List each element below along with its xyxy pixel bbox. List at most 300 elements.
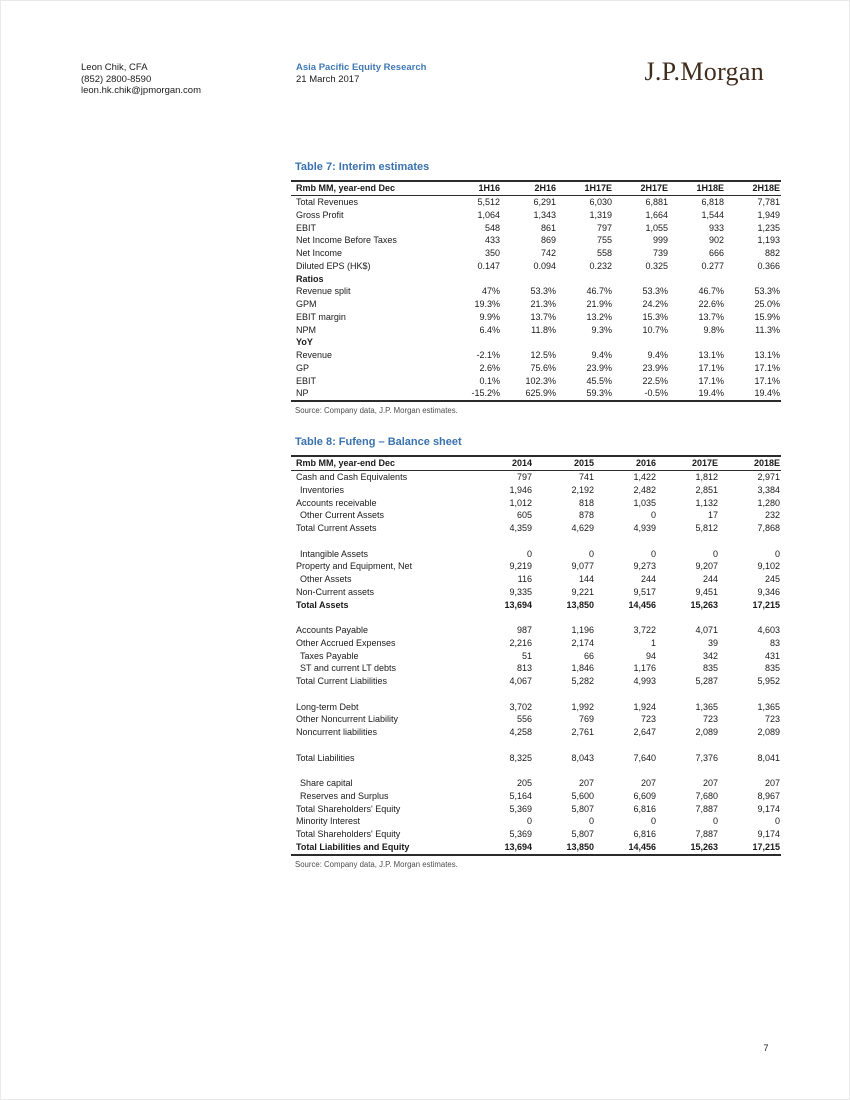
table-row xyxy=(291,336,781,349)
column-header: 1H16 xyxy=(445,181,501,196)
cell-value: 5,164 xyxy=(509,790,532,801)
cell-value: 17.1% xyxy=(754,375,780,386)
cell-value: 21.9% xyxy=(586,299,612,309)
cell-value xyxy=(595,739,657,752)
table-row xyxy=(291,387,781,401)
cell-value: 882 xyxy=(764,248,780,258)
table-row xyxy=(291,311,781,324)
cell-value xyxy=(533,688,595,701)
cell-value: 6,881 xyxy=(645,197,668,207)
cell-value: 902 xyxy=(708,235,724,246)
row-label: Total Liabilities xyxy=(296,752,355,763)
cell-value: 4,359 xyxy=(509,523,532,533)
cell-value: 835 xyxy=(764,663,780,674)
cell-value: 22.6% xyxy=(698,299,724,309)
cell-value xyxy=(669,336,725,349)
row-label: EBIT xyxy=(296,375,317,386)
cell-value: 9,219 xyxy=(509,561,532,572)
cell-value: 878 xyxy=(578,510,594,521)
column-header: 2015 xyxy=(533,456,595,471)
cell-value: 6,291 xyxy=(533,197,556,207)
cell-value: 6,816 xyxy=(633,829,656,839)
cell-value: -2.1% xyxy=(476,350,500,360)
row-label: Other Accrued Expenses xyxy=(296,637,396,648)
cell-value: 7,887 xyxy=(695,829,718,839)
cell-value xyxy=(657,688,719,701)
table8-title: Table 8: Fufeng – Balance sheet xyxy=(295,436,462,448)
row-label: YoY xyxy=(296,337,313,348)
row-label: Total Revenues xyxy=(296,197,359,207)
cell-value: 205 xyxy=(516,778,532,788)
cell-value: 1,946 xyxy=(509,484,532,495)
row-label: Long-term Debt xyxy=(296,701,359,712)
cell-value: 5,807 xyxy=(571,803,594,814)
page-content xyxy=(291,161,781,869)
row-label: Noncurrent liabilities xyxy=(296,727,378,737)
cell-value: 769 xyxy=(578,714,594,725)
cell-value: 6,030 xyxy=(589,197,612,207)
cell-value: 1,055 xyxy=(645,222,668,233)
cell-value: 13.1% xyxy=(698,350,724,360)
cell-value: 2,761 xyxy=(571,727,594,737)
cell-value: 7,887 xyxy=(695,803,718,814)
cell-value: 7,680 xyxy=(695,790,718,801)
table-row xyxy=(291,560,781,573)
cell-value: 4,629 xyxy=(571,523,594,533)
cell-value: 19.4% xyxy=(698,388,724,399)
table-row xyxy=(291,624,781,637)
cell-value: 17,215 xyxy=(752,599,780,610)
row-label: Accounts receivable xyxy=(296,497,377,508)
table-row xyxy=(291,650,781,663)
column-header: 2016 xyxy=(595,456,657,471)
cell-value: 987 xyxy=(516,625,532,635)
cell-value: 25.0% xyxy=(754,299,780,309)
cell-value xyxy=(669,273,725,286)
cell-value xyxy=(501,273,557,286)
cell-value: 4,603 xyxy=(757,625,780,635)
table-row xyxy=(291,324,781,337)
cell-value: 2,192 xyxy=(571,484,594,495)
cell-value xyxy=(725,273,781,286)
cell-value xyxy=(657,611,719,624)
cell-value: 12.5% xyxy=(530,350,556,360)
cell-value: 6,609 xyxy=(633,790,656,801)
cell-value: 14,456 xyxy=(628,599,656,610)
cell-value: 0.232 xyxy=(589,260,612,271)
cell-value: 207 xyxy=(702,778,718,788)
cell-value xyxy=(557,336,613,349)
table-row xyxy=(291,522,781,535)
cell-value: 2,971 xyxy=(757,472,780,482)
table-row xyxy=(291,298,781,311)
row-label: Total Current Assets xyxy=(296,523,377,533)
cell-value: 47% xyxy=(481,286,500,297)
row-label: Total Shareholders' Equity xyxy=(296,803,401,814)
cell-value: 1,664 xyxy=(645,209,668,220)
row-label: Minority Interest xyxy=(296,816,361,827)
cell-value xyxy=(595,764,657,777)
cell-value: 3,722 xyxy=(633,625,656,635)
cell-value: 8,325 xyxy=(509,752,532,763)
cell-value: 0 xyxy=(774,816,780,827)
cell-value: 8,043 xyxy=(571,752,594,763)
cell-value: 9.8% xyxy=(703,324,724,335)
cell-value: 6,818 xyxy=(701,197,724,207)
cell-value: 11.3% xyxy=(755,324,780,335)
cell-value xyxy=(657,739,719,752)
column-header: Rmb MM, year-end Dec xyxy=(291,456,471,471)
cell-value: 1,035 xyxy=(633,497,656,508)
spacer-row xyxy=(291,535,781,548)
cell-value: 0 xyxy=(526,548,532,559)
cell-value: 9.9% xyxy=(479,311,500,322)
table-row xyxy=(291,701,781,714)
cell-value: 797 xyxy=(516,472,532,482)
cell-value: 0.147 xyxy=(477,260,500,271)
row-label: Net Income xyxy=(296,248,343,258)
cell-value: 1,012 xyxy=(509,497,532,508)
cell-value xyxy=(533,535,595,548)
cell-value: -15.2% xyxy=(471,388,500,399)
cell-value: 433 xyxy=(484,235,500,246)
table-row xyxy=(291,260,781,273)
cell-value: 244 xyxy=(640,574,656,584)
cell-value: 13,850 xyxy=(566,841,594,852)
cell-value: 2,482 xyxy=(633,484,656,495)
row-label: ST and current LT debts xyxy=(300,663,397,674)
cell-value: 9,346 xyxy=(757,586,780,597)
row-label: Total Current Liabilities xyxy=(296,676,388,686)
cell-value: 22.5% xyxy=(642,375,668,386)
table-row xyxy=(291,285,781,298)
cell-value: 1,064 xyxy=(477,209,500,220)
cell-value: 5,369 xyxy=(509,829,532,839)
table-row xyxy=(291,713,781,726)
cell-value: 0 xyxy=(650,510,656,521)
cell-value: 102.3% xyxy=(525,375,556,386)
row-label: Taxes Payable xyxy=(300,650,359,661)
analyst-email[interactable]: leon.hk.chik@jpmorgan.com xyxy=(81,85,202,97)
cell-value: 1,812 xyxy=(695,472,718,482)
table-header-row xyxy=(291,181,781,196)
row-label: NP xyxy=(296,388,309,399)
table-row xyxy=(291,362,781,375)
cell-value: 3,384 xyxy=(757,484,780,495)
cell-value: 0.277 xyxy=(701,260,724,271)
cell-value: 2,174 xyxy=(571,637,594,648)
cell-value: 6,816 xyxy=(633,803,656,814)
cell-value: 94 xyxy=(645,650,656,661)
row-label: EBIT xyxy=(296,222,317,233)
cell-value: 4,258 xyxy=(509,727,532,737)
cell-value: 5,812 xyxy=(695,523,718,533)
cell-value: 861 xyxy=(540,222,556,233)
cell-value: 1,176 xyxy=(633,663,656,674)
cell-value: 116 xyxy=(517,574,532,584)
table-header-row xyxy=(291,456,781,471)
cell-value: 1,544 xyxy=(701,209,724,220)
cell-value: 15.3% xyxy=(642,311,668,322)
cell-value: 0 xyxy=(712,548,718,559)
cell-value: 9,517 xyxy=(633,586,656,597)
cell-value xyxy=(613,336,669,349)
cell-value: 5,600 xyxy=(571,790,594,801)
cell-value: 17,215 xyxy=(752,841,780,852)
column-header: 2H18E xyxy=(725,181,781,196)
cell-value: 2,089 xyxy=(695,727,718,737)
analyst-phone: (852) 2800-8590 xyxy=(81,73,152,85)
cell-value xyxy=(725,336,781,349)
cell-value: 17 xyxy=(707,510,718,521)
cell-value: 1,846 xyxy=(571,663,594,674)
row-label: Intangible Assets xyxy=(300,548,369,559)
row-label: Total Liabilities and Equity xyxy=(296,841,410,852)
cell-value: 9,174 xyxy=(757,829,780,839)
row-label: Revenue xyxy=(296,350,333,360)
cell-value: 2.6% xyxy=(479,362,500,373)
cell-value: 741 xyxy=(578,472,594,482)
cell-value: 2,647 xyxy=(633,727,656,737)
cell-value: 1,365 xyxy=(757,701,780,712)
cell-value: 6.4% xyxy=(479,324,500,335)
table-row xyxy=(291,471,781,484)
cell-value: 1,949 xyxy=(757,209,780,220)
balance-sheet-table xyxy=(291,455,781,856)
table-row xyxy=(291,375,781,388)
table-row xyxy=(291,247,781,260)
cell-value: 7,640 xyxy=(633,752,656,763)
cell-value: 66 xyxy=(583,650,594,661)
cell-value: 2,089 xyxy=(757,727,780,737)
cell-value xyxy=(533,764,595,777)
row-label: Other Noncurrent Liability xyxy=(296,714,399,725)
cell-value: 7,376 xyxy=(695,752,718,763)
column-header: 2018E xyxy=(719,456,781,471)
cell-value: 1,132 xyxy=(695,497,718,508)
cell-value: 9,221 xyxy=(571,586,594,597)
cell-value: 53.3% xyxy=(530,286,556,297)
spacer-row xyxy=(291,611,781,624)
row-label xyxy=(291,739,471,752)
cell-value: 1,992 xyxy=(571,701,594,712)
cell-value: 0 xyxy=(526,816,532,827)
cell-value: 933 xyxy=(708,222,724,233)
cell-value: 4,067 xyxy=(509,676,532,686)
cell-value: 207 xyxy=(764,778,780,788)
cell-value xyxy=(471,688,533,701)
cell-value: 207 xyxy=(640,778,656,788)
cell-value xyxy=(533,739,595,752)
table-row xyxy=(291,548,781,561)
cell-value: 23.9% xyxy=(586,362,612,373)
cell-value: 14,456 xyxy=(628,841,656,852)
column-header: 2H16 xyxy=(501,181,557,196)
cell-value: 9,273 xyxy=(633,561,656,572)
cell-value xyxy=(557,273,613,286)
table-row xyxy=(291,234,781,247)
cell-value: 548 xyxy=(484,222,500,233)
row-label: Inventories xyxy=(300,484,345,495)
cell-value: 1,924 xyxy=(633,701,656,712)
cell-value: 11.8% xyxy=(531,324,556,335)
cell-value xyxy=(657,764,719,777)
cell-value: 797 xyxy=(596,222,612,233)
row-label: GP xyxy=(296,362,310,373)
cell-value: 666 xyxy=(708,248,724,258)
cell-value: 13.2% xyxy=(586,311,612,322)
cell-value: 0.094 xyxy=(533,260,556,271)
table-row xyxy=(291,752,781,765)
table7-block xyxy=(291,161,781,415)
cell-value: 75.6% xyxy=(530,362,556,373)
cell-value: 869 xyxy=(540,235,556,246)
cell-value: 342 xyxy=(702,650,718,661)
cell-value: 0.325 xyxy=(645,260,668,271)
cell-value: 13.1% xyxy=(754,350,780,360)
cell-value: 0 xyxy=(650,816,656,827)
cell-value: 13,850 xyxy=(566,599,594,610)
cell-value: 13.7% xyxy=(530,311,556,322)
cell-value xyxy=(533,611,595,624)
cell-value xyxy=(613,273,669,286)
cell-value xyxy=(445,336,501,349)
cell-value: 431 xyxy=(764,650,780,661)
cell-value: 4,071 xyxy=(695,625,718,635)
cell-value: 835 xyxy=(702,663,718,674)
cell-value: 9,207 xyxy=(695,561,718,572)
cell-value: 9,451 xyxy=(695,586,718,597)
cell-value: 51 xyxy=(521,650,532,661)
page-number: 7 xyxy=(763,1043,769,1053)
cell-value: 15,263 xyxy=(690,599,718,610)
column-header: 2H17E xyxy=(613,181,669,196)
row-label: Total Shareholders' Equity xyxy=(296,829,401,839)
cell-value: 556 xyxy=(516,714,532,725)
cell-value: 17.1% xyxy=(698,362,724,373)
table-row xyxy=(291,777,781,790)
row-label: Other Assets xyxy=(300,574,352,584)
cell-value: 39 xyxy=(707,637,718,648)
cell-value: 2,851 xyxy=(695,484,718,495)
cell-value: 1,343 xyxy=(533,209,556,220)
cell-value: 9,077 xyxy=(571,561,594,572)
cell-value: 3,702 xyxy=(509,701,532,712)
cell-value: 0.366 xyxy=(757,260,780,271)
report-date: 21 March 2017 xyxy=(296,73,360,85)
cell-value: 605 xyxy=(516,510,532,521)
cell-value xyxy=(595,535,657,548)
cell-value: 13,694 xyxy=(504,841,532,852)
table-row xyxy=(291,222,781,235)
row-label: Accounts Payable xyxy=(296,625,369,635)
cell-value: -0.5% xyxy=(644,388,668,399)
cell-value: 818 xyxy=(578,497,594,508)
column-header: 1H18E xyxy=(669,181,725,196)
cell-value: 9,102 xyxy=(757,561,780,572)
cell-value: 558 xyxy=(596,248,612,258)
spacer-row xyxy=(291,739,781,752)
cell-value: 5,282 xyxy=(571,676,594,686)
table8-source: Source: Company data, J.P. Morgan estimates. xyxy=(295,859,458,869)
cell-value: 1,365 xyxy=(695,701,718,712)
cell-value: 1,422 xyxy=(633,472,656,482)
analyst-block xyxy=(81,62,201,97)
row-label: GPM xyxy=(296,299,317,309)
cell-value: 9,335 xyxy=(509,586,532,597)
spacer-row xyxy=(291,688,781,701)
cell-value: 10.7% xyxy=(642,324,668,335)
cell-value: 1,196 xyxy=(571,625,594,635)
cell-value: 8,041 xyxy=(757,752,780,763)
table-row xyxy=(291,675,781,688)
cell-value: 723 xyxy=(764,714,780,725)
cell-value xyxy=(719,611,781,624)
cell-value: 7,868 xyxy=(757,523,780,533)
cell-value: 15,263 xyxy=(690,841,718,852)
cell-value: 23.9% xyxy=(642,362,668,373)
cell-value: 5,807 xyxy=(571,829,594,839)
column-header: Rmb MM, year-end Dec xyxy=(291,181,445,196)
cell-value xyxy=(719,764,781,777)
row-label: EBIT margin xyxy=(296,311,346,322)
cell-value: 723 xyxy=(702,714,718,725)
cell-value: 9.4% xyxy=(591,350,612,360)
cell-value: 5,512 xyxy=(477,197,500,207)
table-row xyxy=(291,637,781,650)
cell-value xyxy=(719,535,781,548)
table-row xyxy=(291,841,781,855)
table-row xyxy=(291,599,781,612)
row-label: Cash and Cash Equivalents xyxy=(296,472,408,482)
cell-value: 739 xyxy=(652,248,668,258)
table-row xyxy=(291,726,781,739)
cell-value: 0 xyxy=(650,548,656,559)
table-row xyxy=(291,484,781,497)
cell-value: 19.4% xyxy=(754,388,780,399)
column-header: 1H17E xyxy=(557,181,613,196)
row-label: Non-Current assets xyxy=(296,586,375,597)
cell-value: 15.9% xyxy=(754,311,780,322)
cell-value xyxy=(471,764,533,777)
table7-title: Table 7: Interim estimates xyxy=(295,161,430,173)
table-row xyxy=(291,497,781,510)
cell-value: 13,694 xyxy=(504,599,532,610)
cell-value xyxy=(471,535,533,548)
row-label: Gross Profit xyxy=(296,209,344,220)
column-header: 2017E xyxy=(657,456,719,471)
table-row xyxy=(291,509,781,522)
table-row xyxy=(291,803,781,816)
cell-value: 9.3% xyxy=(591,324,612,335)
row-label xyxy=(291,535,471,548)
cell-value: 1,280 xyxy=(757,497,780,508)
table-row xyxy=(291,662,781,675)
cell-value: 207 xyxy=(578,778,594,788)
table-row xyxy=(291,815,781,828)
cell-value xyxy=(595,688,657,701)
row-label: Share capital xyxy=(300,778,353,788)
cell-value xyxy=(471,611,533,624)
cell-value: 0.1% xyxy=(479,375,500,386)
cell-value: 755 xyxy=(596,235,612,246)
cell-value: 19.3% xyxy=(474,299,500,309)
cell-value: 232 xyxy=(764,510,780,521)
cell-value: 9,174 xyxy=(757,803,780,814)
cell-value: 53.3% xyxy=(642,286,668,297)
row-label: NPM xyxy=(296,324,316,335)
row-label xyxy=(291,611,471,624)
